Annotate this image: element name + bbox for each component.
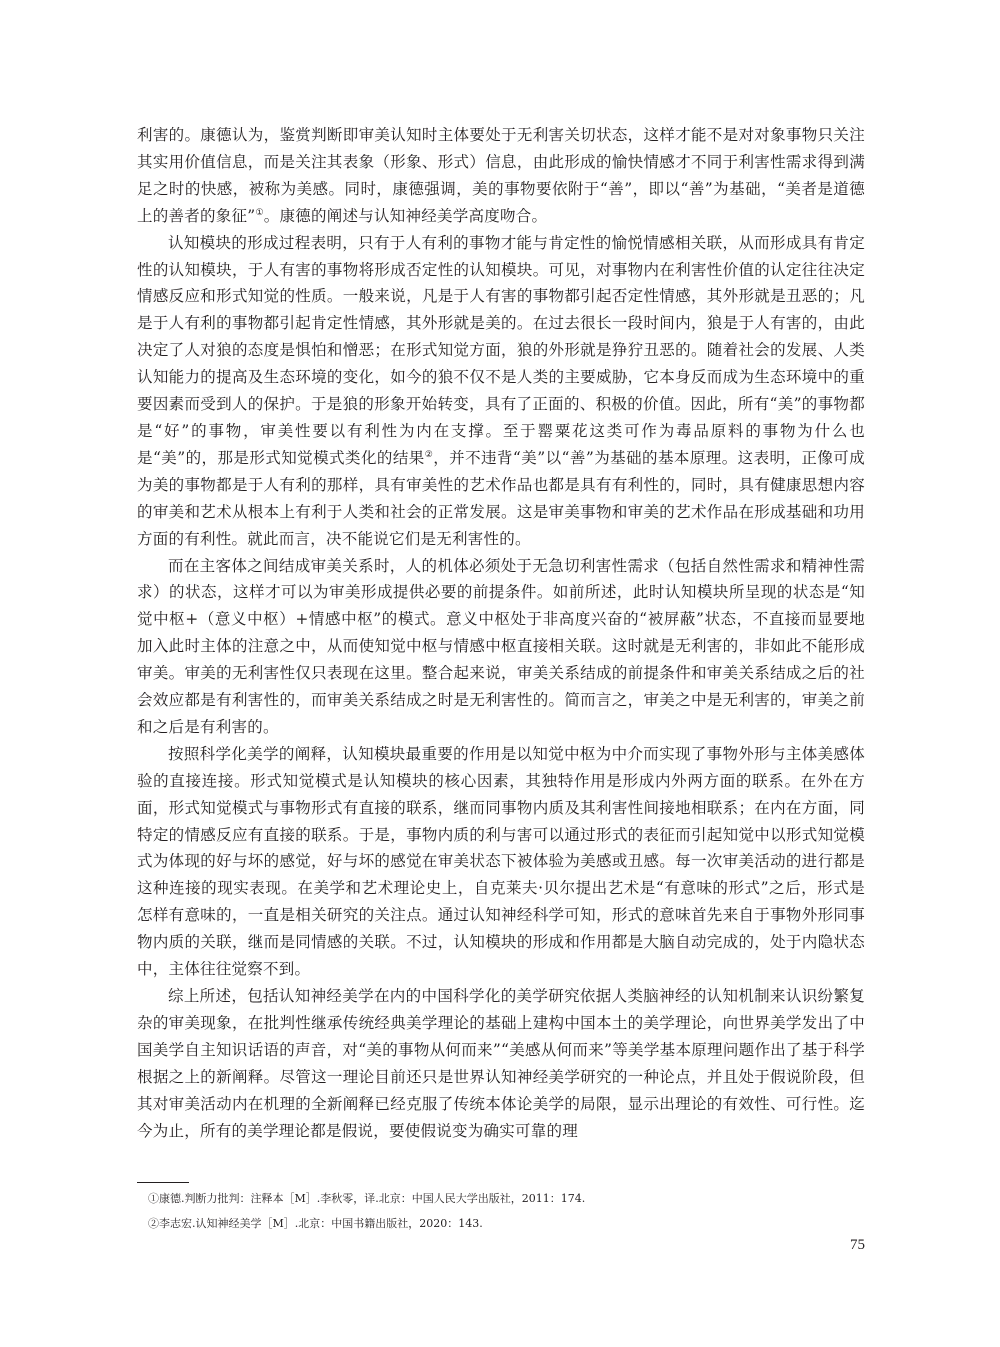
- paragraph-3: [137, 553, 865, 741]
- paragraph-5-text: 综上所述，包括认知神经美学在内的中国科学化的美学研究依据人类脑神经的认知机制来认识纷繁复杂的审美现象，在批判性继承传统经典美学理论的基础上建构中国本土的美学理论，向世界美学发出了中国美学自主知识话语的声音，对“美的事物从何而来”“美感从何而来”等美学基本原理问题作出了基于科学根据之上的新阐释。尽管这一理论目前还只是世界认知神经美学研究的一种论点，并且处于假说阶段，但其对审美活动内在机理的全新阐释已经克服了传统本体论美学的局限，显示出理论的有效性、可行性。迄今为止，所有的美学理论都是假说，要使假说变为确实可靠的理: [137, 987, 865, 1140]
- paragraph-1-tail: 。康德的阐述与认知神经美学高度吻合。: [263, 206, 548, 225]
- footnote-1: ①康德.判断力批判：注释本［M］.李秋零，译.北京：中国人民大学出版社，2011：174.: [148, 1192, 586, 1205]
- paragraph-2-tail: ，并不违背“美”以“善”为基础的基本原理。这表明，正像可成为美的事物都是于人有利的那样，具有审美性的艺术作品也都是具有有利性的，同时，具有健康思想内容的审美和艺术从根本上有利于人类和社会的正常发展。这是审美事物和审美的艺术作品在形成基础和功用方面的有利性。就此而言，决不能说它们是无利害性的。: [137, 448, 865, 548]
- footnotes: [148, 1186, 848, 1236]
- article-body: [137, 122, 865, 1144]
- paragraph-2-text: 认知模块的形成过程表明，只有于人有利的事物才能与肯定性的愉悦情感相关联，从而形成具有肯定性的认知模块，于人有害的事物将形成否定性的认知模块。可见，对事物内在利害性价值的认定往往决定情感反应和形式知觉的性质。一般来说，凡是于人有害的事物都引起否定性情感，其外形就是丑恶的；凡是于人有利的事物都引起肯定性情感，其外形就是美的。在过去很长一段时间内，狼是于人有害的，由此决定了人对狼的态度是惧怕和憎恶；在形式知觉方面，狼的外形就是狰狞丑恶的。随着社会的发展、人类认知能力的提高及生态环境的变化，如今的狼不仅不是人类的主要威胁，它本身反而成为生态环境中的重要因素而受到人的保护。于是狼的形象开始转变，具有了正面的、积极的价值。因此，所有“美”的事物都是“好”的事物，审美性要以有利性为内在支撑。至于罂粟花这类可作为毒品原料的事物为什么也是“美”的，那是形式知觉模式类化的结果: [137, 233, 865, 467]
- paragraph-1: [137, 122, 865, 230]
- paragraph-4-text: 按照科学化美学的阐释，认知模块最重要的作用是以知觉中枢为中介而实现了事物外形与主体美感体验的直接连接。形式知觉模式是认知模块的核心因素，其独特作用是形成内外两方面的联系。在外在方面，形式知觉模式与事物形式有直接的联系，继而同事物内质及其利害性间接地相联系；在内在方面，同特定的情感反应有直接的联系。于是，事物内质的利与害可以通过形式的表征而引起知觉中以形式知觉模式为体现的好与坏的感觉，好与坏的感觉在审美状态下被体验为美感或丑感。每一次审美活动的进行都是这种连接的现实表现。在美学和艺术理论史上，自克莱夫·贝尔提出艺术是“有意味的形式”之后，形式是怎样有意味的，一直是相关研究的关注点。通过认知神经科学可知，形式的意味首先来自于事物外形同事物内质的关联，继而是同情感的关联。不过，认知模块的形成和作用都是大脑自动完成的，处于内隐状态中，主体往往觉察不到。: [137, 744, 865, 979]
- page-number: 75: [850, 1237, 865, 1253]
- footnote-ref-2[interactable]: ②: [424, 449, 434, 460]
- paragraph-3-text: 而在主客体之间结成审美关系时，人的机体必须处于无急切利害性需求（包括自然性需求和精神性需求）的状态，这样才可以为审美形成提供必要的前提条件。如前所述，此时认知模块所呈现的状态是“知觉中枢+（意义中枢）+情感中枢”的模式。意义中枢处于非高度兴奋的“被屏蔽”状态，不直接而显要地加入此时主体的注意之中，从而使知觉中枢与情感中枢直接相关联。这时就是无利害的，非如此不能形成审美。审美的无利害性仅只表现在这里。整合起来说，审美关系结成的前提条件和审美关系结成之后的社会效应都是有利害性的，而审美关系结成之时是无利害性的。简而言之，审美之中是无利害的，审美之前和之后是有利害的。: [137, 556, 865, 736]
- paragraph-5: [137, 983, 865, 1144]
- footnote-divider: [137, 1182, 189, 1183]
- paragraph-4: [137, 741, 865, 983]
- footnote-ref-1[interactable]: ①: [255, 207, 264, 218]
- footnote-2: ②李志宏.认知神经美学［M］.北京：中国书籍出版社，2020：143.: [148, 1217, 483, 1230]
- paragraph-1-text: 利害的。康德认为，鉴赏判断即审美认知时主体要处于无利害关切状态，这样才能不是对对象事物只关注其实用价值信息，而是关注其表象（形象、形式）信息，由此形成的愉快情感才不同于利害性需求得到满足之时的快感，被称为美感。同时，康德强调，美的事物要依附于“善”，即以“善”为基础，“美者是道德上的善者的象征”: [137, 126, 865, 225]
- paragraph-2: [137, 230, 865, 553]
